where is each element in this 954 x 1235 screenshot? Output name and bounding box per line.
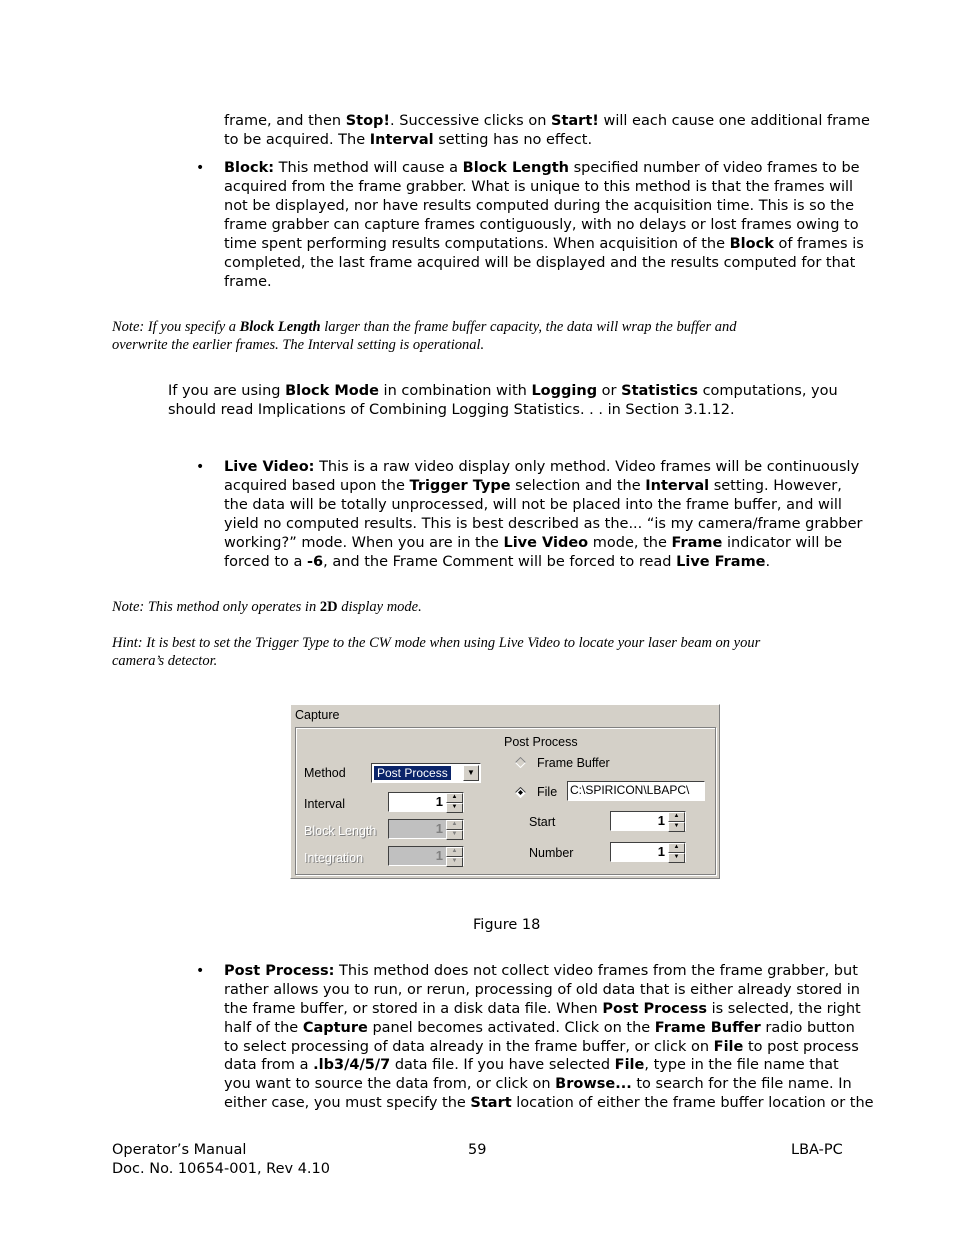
integration-value: 1 (435, 848, 443, 863)
block-length-value: 1 (435, 821, 443, 836)
post-line-8: either case, you must specify the Start location of either the frame buffer location or the (224, 1095, 874, 1111)
frame-buffer-label: Frame Buffer (537, 756, 610, 770)
file-label: File (537, 785, 558, 799)
interval-value: 1 (435, 794, 443, 809)
number-label: Number (529, 846, 574, 860)
spin-down-icon[interactable]: ▼ (446, 857, 463, 867)
live-line-5: working?” mode. When you are in the Live Video mode, the Frame indicator will be (224, 535, 843, 551)
spin-up-icon[interactable]: ▲ (668, 843, 685, 853)
hint-line-2: camera’s detector. (112, 653, 218, 669)
footer-doc-number: Doc. No. 10654-001, Rev 4.10 (112, 1161, 330, 1177)
block-line-2: acquired from the frame grabber. What is unique to this method is that the frames will (224, 179, 854, 195)
spin-down-icon[interactable]: ▼ (668, 822, 685, 832)
post-line-4: half of the Capture panel becomes activated. Click on the Frame Buffer radio button (224, 1020, 855, 1036)
spin-down-icon[interactable]: ▼ (446, 830, 463, 840)
hint-line-1: Hint: It is best to set the Trigger Type to the CW mode when using Live Video to locate your laser beam on your (112, 635, 761, 651)
block-line-7: frame. (224, 274, 272, 290)
spin-down-icon[interactable]: ▼ (446, 803, 463, 813)
block-line-1: Block: This method will cause a Block Length specified number of video frames to be (224, 160, 860, 176)
block-line-3: not be displayed, nor have results computed during the acquisition time. This is so the (224, 198, 854, 214)
block-line-5: time spent performing results computations. When acquisition of the Block of frames is (224, 236, 864, 252)
footer-product: LBA-PC (791, 1142, 843, 1158)
dropdown-arrow-icon[interactable]: ▼ (463, 765, 479, 781)
spin-up-icon[interactable]: ▲ (446, 820, 463, 830)
note-block-length-2: overwrite the earlier frames. The Interval setting is operational. (112, 337, 485, 353)
note-block-length-1: Note: If you specify a Block Length larger than the frame buffer capacity, the data will wrap the buffer and (112, 319, 737, 335)
number-spinner[interactable] (668, 843, 685, 861)
file-path-input[interactable] (567, 781, 705, 801)
spin-up-icon[interactable]: ▲ (446, 793, 463, 803)
spin-down-icon[interactable]: ▼ (668, 853, 685, 863)
spin-up-icon[interactable]: ▲ (668, 812, 685, 822)
post-line-5: to select processing of data already in the frame buffer, or click on File to post process (224, 1039, 859, 1055)
start-spinner[interactable] (668, 812, 685, 830)
post-line-1: Post Process: This method does not collect video frames from the frame grabber, but (224, 963, 858, 979)
logging-para-2: should read Implications of Combining Logging Statistics. . . in Section 3.1.12. (168, 402, 735, 418)
block-line-6: completed, the last frame acquired will be displayed and the results computed for that (224, 255, 856, 271)
start-spinbox[interactable] (610, 811, 686, 831)
live-line-4: yield no computed results. This is best described as the... “is my camera/frame grabber (224, 516, 863, 532)
integration-spinner[interactable] (446, 847, 463, 865)
integration-label: Integration (304, 851, 364, 865)
start-value: 1 (657, 813, 665, 828)
figure-caption: Figure 18 (473, 917, 541, 933)
interval-spinner[interactable] (446, 793, 463, 811)
start-label: Start (529, 815, 556, 829)
number-value: 1 (657, 844, 665, 859)
post-line-2: rather allows you to run, or rerun, processing of old data that is either already stored in (224, 982, 860, 998)
post-process-label: Post Process (504, 735, 578, 749)
bullet-block: • (196, 160, 205, 176)
block-length-spinner[interactable] (446, 820, 463, 838)
bullet-post-process: • (196, 963, 205, 979)
block-length-spinbox[interactable] (388, 819, 464, 839)
intro-line-1: frame, and then Stop!. Successive clicks on Start! will each cause one additional frame (224, 113, 870, 129)
capture-panel (290, 704, 720, 879)
logging-para-1: If you are using Block Mode in combination with Logging or Statistics computations, you (168, 383, 838, 399)
capture-title: Capture (295, 708, 340, 722)
method-label: Method (304, 766, 346, 780)
footer-page-number: 59 (468, 1142, 487, 1158)
post-line-6: data from a .lb3/4/5/7 data file. If you have selected File, type in the file name that (224, 1057, 839, 1073)
number-spinbox[interactable] (610, 842, 686, 862)
file-path-value: C:\SPIRICON\LBAPC\ (570, 783, 690, 797)
footer-manual: Operator’s Manual (112, 1142, 247, 1158)
live-line-2: acquired based upon the Trigger Type selection and the Interval setting. However, (224, 478, 842, 494)
note-2d-mode: Note: This method only operates in 2D display mode. (112, 599, 422, 615)
block-line-4: frame grabber can capture frames contiguously, with no delays or lost frames owing to (224, 217, 859, 233)
file-radio[interactable] (515, 787, 526, 798)
block-length-label: Block Length (304, 824, 377, 838)
live-line-1: Live Video: This is a raw video display only method. Video frames will be continuously (224, 459, 860, 475)
spin-up-icon[interactable]: ▲ (446, 847, 463, 857)
interval-spinbox[interactable] (388, 792, 464, 812)
live-line-3: the data will be totally unprocessed, will not be placed into the frame buffer, and will (224, 497, 842, 513)
interval-label: Interval (304, 797, 345, 811)
live-line-6: forced to a -6, and the Frame Comment will be forced to read Live Frame. (224, 554, 771, 570)
post-line-3: the frame buffer, or stored in a disk data file. When Post Process is selected, the right (224, 1001, 861, 1017)
frame-buffer-radio[interactable] (515, 757, 526, 768)
integration-spinbox[interactable] (388, 846, 464, 866)
bullet-live-video: • (196, 459, 205, 475)
method-selected-value: Post Process (374, 766, 451, 780)
intro-line-2: to be acquired. The Interval setting has no effect. (224, 132, 593, 148)
post-line-7: you want to source the data from, or click on Browse... to search for the file name. In (224, 1076, 852, 1092)
method-select[interactable] (371, 763, 481, 783)
